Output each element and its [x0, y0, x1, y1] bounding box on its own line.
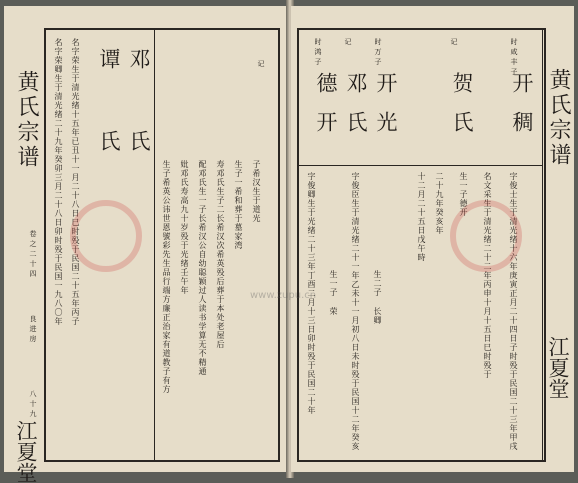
entry-column-1: 名字荣卿生于清光绪二十九年癸卯三月二十八日卯时殁于民国一九八〇年: [54, 38, 63, 326]
entry-column-4: 妣邓氏寿高九十岁殁于光绪壬午年: [180, 160, 189, 295]
book-title: 黄氏宗谱: [14, 70, 39, 170]
name-kaiguang: 开光: [374, 72, 398, 150]
entry-column-r1: 字俊卿生于光绪二十三年丁酉二月十三日卯时殁于民国二十年: [307, 172, 316, 415]
suffix-shi-1: 氏: [97, 130, 121, 169]
name-note-4: 记: [450, 38, 458, 48]
name-deng-shi: 邓氏: [344, 72, 368, 150]
entry-column-7: 生子一希和葬于墓家湾: [234, 160, 243, 250]
left-rule: [44, 30, 45, 460]
entry-column-6: 寿邓氏生子二长希汉次希英殁后葬于本处老屋后: [216, 160, 225, 349]
entry-column-5: 配邓氏生一子长希汉公自幼聪颖过人读书学算无不精通: [198, 160, 207, 376]
name-he-shi: 贺氏: [450, 72, 474, 150]
name-note-3: 时万子: [374, 38, 382, 68]
entry-column-r3: 字俊臣生于清光绪二十一年乙未十一月初八日未时殁于民国十二年癸亥: [351, 172, 360, 451]
name-note-1: 时鸿子: [314, 38, 322, 68]
entry-column-r5: 十二月二十五日戊午時: [417, 172, 426, 262]
watermark-url: www.zupu.cn: [250, 290, 317, 301]
watermark: [70, 190, 510, 280]
watermark-seal-icon: [70, 200, 142, 272]
name-note-5: 时咸丰子: [510, 38, 518, 78]
watermark-seal-icon-2: [450, 200, 522, 272]
hall-name: 江夏堂: [14, 420, 38, 483]
entry-column-3: 生子希英公讳世恩號彩先生品行端方廉正治家有道教子有方: [162, 160, 171, 394]
book-title-right: 黄氏宗谱: [546, 68, 571, 168]
row-rule: [299, 165, 542, 166]
section-label: 良进房: [29, 315, 37, 345]
header-note: 记: [257, 60, 265, 70]
name-tan: 谭: [97, 48, 121, 87]
name-kaichou: 开稠: [510, 72, 534, 150]
name-dekai: 德开: [314, 72, 338, 150]
name-deng: 邓: [127, 48, 151, 87]
entry-column-8: 子希汉生于道光: [252, 160, 261, 223]
entry-column-2: 名字荣生于清光绪十五年已丑十一月二十八日巳时殁于民国二十五年丙子: [71, 38, 80, 326]
hall-name-right: 江夏堂: [546, 336, 570, 399]
entry-column-r2: 生一子 荣: [329, 270, 338, 316]
page-number: 八十九: [29, 390, 37, 420]
entry-column-r7: 生一子德开: [459, 172, 468, 217]
entry-column-r8: 名文采生于清光绪二十二年丙申十月十五日巳时殁于: [483, 172, 492, 379]
entry-column-r4: 生二子 长卿: [373, 270, 382, 325]
name-note-2: 记: [344, 38, 352, 48]
entry-column-r6: 二十九年癸亥年: [435, 172, 444, 235]
entry-column-r9: 字俊士生于清光绪十六年庚寅正月二十四日子时殁于民国二十三年甲戌: [509, 172, 518, 451]
suffix-shi-2: 氏: [127, 130, 151, 169]
volume-label: 卷之二十四: [29, 230, 37, 280]
